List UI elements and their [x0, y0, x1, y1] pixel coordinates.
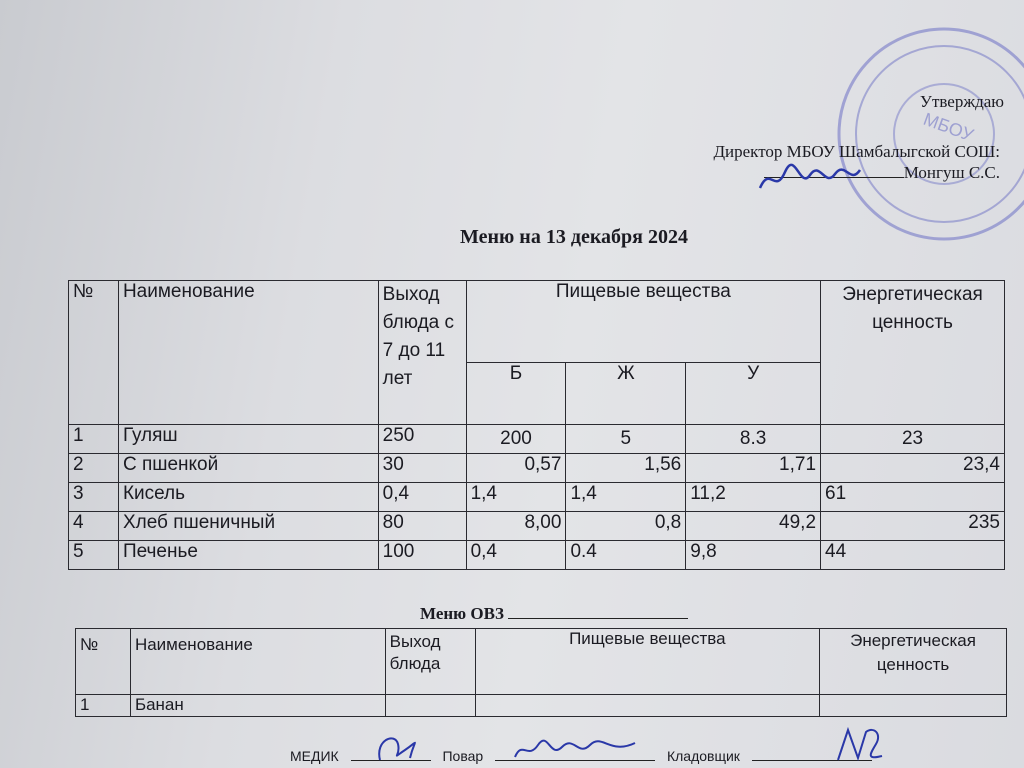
cell-b: 1,4	[466, 483, 566, 512]
ovz-header-output: Выход блюда	[385, 629, 475, 695]
cell-zh: 0,8	[566, 512, 686, 541]
cook-label: Повар	[442, 748, 484, 764]
header-energy: Энергетическая ценность	[821, 281, 1005, 425]
cell-output: 0,4	[378, 483, 466, 512]
table-row	[69, 512, 1005, 541]
header-num: №	[69, 281, 119, 425]
table-row	[69, 454, 1005, 483]
ovz-header-nutrients: Пищевые вещества	[475, 629, 819, 695]
storekeeper-label: Кладовщик	[666, 748, 740, 764]
round-stamp	[824, 14, 1024, 254]
ovz-title	[420, 604, 688, 624]
cell-name: Гуляш	[118, 425, 378, 454]
table-row	[69, 541, 1005, 570]
cell-energy: 61	[821, 483, 1005, 512]
cell-name: С пшенкой	[118, 454, 378, 483]
cell-energy	[820, 695, 1007, 717]
cell-output	[385, 695, 475, 717]
cook-signature	[510, 735, 640, 765]
cell-energy: 23	[821, 425, 1005, 454]
cell-output: 100	[378, 541, 466, 570]
cell-energy: 23,4	[821, 454, 1005, 483]
director-name: Монгуш С.С.	[903, 163, 1000, 182]
cell-num: 2	[69, 454, 119, 483]
director-line: Директор МБОУ Шамбалыгской СОШ:	[713, 142, 1000, 161]
cell-name: Печенье	[118, 541, 378, 570]
table-row	[69, 425, 1005, 454]
cell-u: 11,2	[686, 483, 821, 512]
header-name: Наименование	[118, 281, 378, 425]
cell-output: 80	[378, 512, 466, 541]
header-nutrients: Пищевые вещества	[466, 281, 820, 363]
cell-num: 1	[69, 425, 119, 454]
cell-nutrients	[475, 695, 819, 717]
cell-output: 250	[378, 425, 466, 454]
table-row	[69, 483, 1005, 512]
cell-u: 8.3	[686, 425, 821, 454]
cell-num: 3	[69, 483, 119, 512]
cell-zh: 1,4	[566, 483, 686, 512]
cell-name: Банан	[130, 695, 385, 717]
ovz-header-energy: Энергетическая ценность	[820, 629, 1007, 695]
cell-num: 5	[69, 541, 119, 570]
cell-u: 1,71	[686, 454, 821, 483]
cell-name: Кисель	[118, 483, 378, 512]
ovz-title-blank	[508, 606, 688, 619]
cell-b: 8,00	[466, 512, 566, 541]
cell-zh: 1,56	[566, 454, 686, 483]
cell-energy: 235	[821, 512, 1005, 541]
header-b: Б	[466, 363, 566, 425]
cell-output: 30	[378, 454, 466, 483]
cell-b: 0,4	[466, 541, 566, 570]
cell-zh: 5	[566, 425, 686, 454]
header-output: Выход блюда с 7 до 11 лет	[378, 281, 466, 425]
header-zh: Ж	[566, 363, 686, 425]
medic-signature	[370, 730, 420, 766]
cell-num: 1	[76, 695, 131, 717]
cell-b: 200	[466, 425, 566, 454]
header-u: У	[686, 363, 821, 425]
cell-u: 49,2	[686, 512, 821, 541]
menu-title: Меню на 13 декабря 2024	[460, 226, 688, 248]
stamp-text: МБОУ	[920, 108, 977, 146]
cell-u: 9,8	[686, 541, 821, 570]
approval-title: Утверждаю	[919, 92, 1004, 111]
cell-b: 0,57	[466, 454, 566, 483]
cell-energy: 44	[821, 541, 1005, 570]
storekeeper-signature	[830, 720, 890, 768]
ovz-title-text: Меню ОВЗ	[420, 604, 504, 623]
director-signature	[755, 160, 865, 200]
table-row	[76, 695, 1007, 717]
ovz-header-num: №	[76, 629, 131, 695]
cell-num: 4	[69, 512, 119, 541]
menu-table	[68, 280, 1005, 570]
ovz-header-name: Наименование	[130, 629, 385, 695]
cell-name: Хлеб пшеничный	[118, 512, 378, 541]
cell-zh: 0.4	[566, 541, 686, 570]
ovz-table	[75, 628, 1007, 717]
medic-label: МЕДИК	[290, 748, 339, 764]
